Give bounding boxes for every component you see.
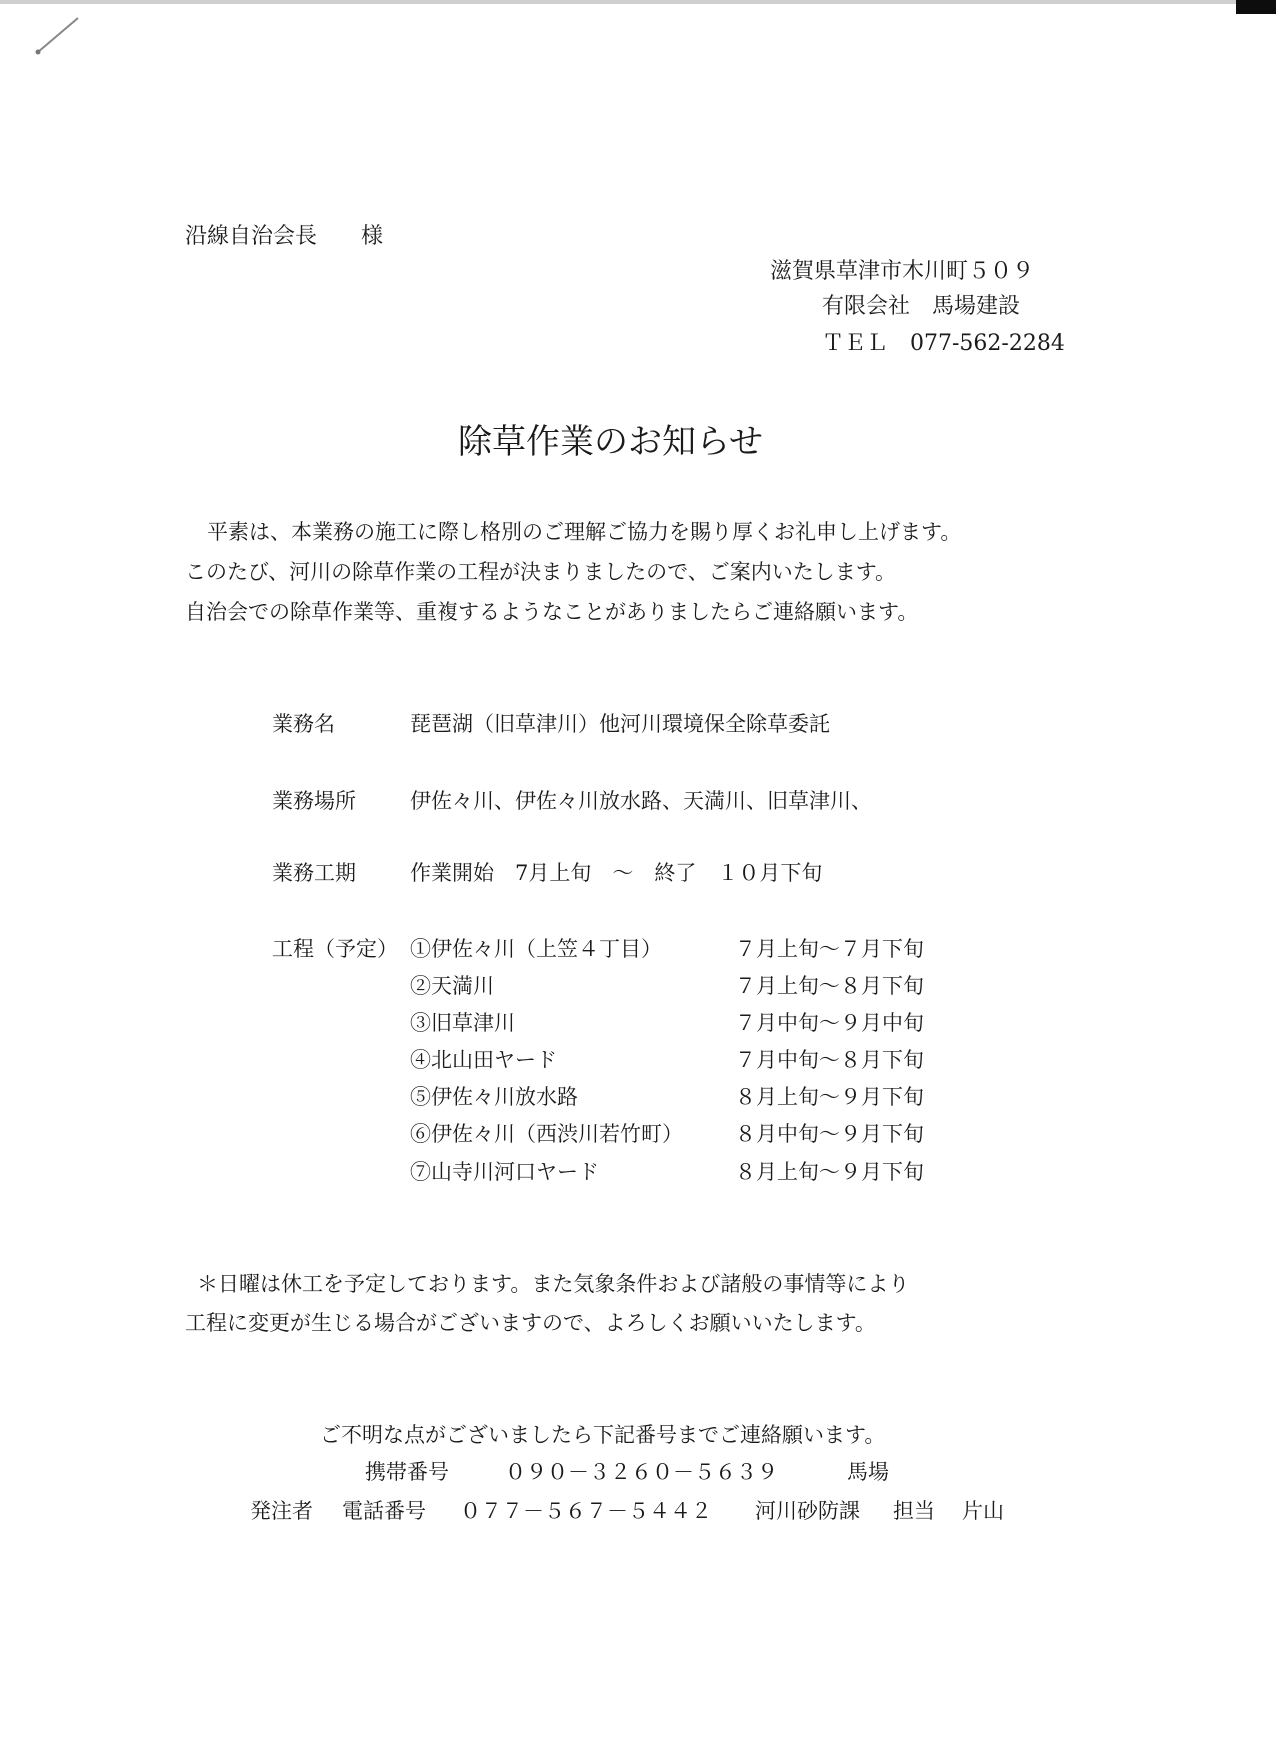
schedule-item-name: ①伊佐々川（上笠４丁目） bbox=[410, 937, 662, 961]
addressee: 沿線自治会長 様 bbox=[185, 224, 384, 249]
schedule-item-period: ８月上旬～９月下旬 bbox=[735, 1160, 924, 1184]
department: 河川砂防課 bbox=[755, 1499, 860, 1523]
note-line-1: ＊日曜は休工を予定しております。また気象条件および諸般の事情等により bbox=[197, 1272, 910, 1296]
person-label: 担当 bbox=[893, 1499, 935, 1523]
scan-edge bbox=[0, 0, 1276, 4]
schedule-item-period: ７月上旬～７月下旬 bbox=[735, 937, 924, 961]
mobile-label: 携帯番号 bbox=[365, 1460, 449, 1484]
sender-address: 滋賀県草津市木川町５０９ bbox=[770, 259, 1035, 284]
mobile-person: 馬場 bbox=[847, 1460, 889, 1484]
schedule-item-name: ⑥伊佐々川（西渋川若竹町） bbox=[410, 1122, 683, 1146]
phone-label: 電話番号 bbox=[342, 1499, 426, 1523]
period: 作業開始 7月上旬 ～ 終了 １０月下旬 bbox=[410, 861, 823, 885]
location: 伊佐々川、伊佐々川放水路、天満川、旧草津川、 bbox=[410, 789, 872, 813]
schedule-item-name: ⑤伊佐々川放水路 bbox=[410, 1085, 578, 1109]
sender-tel: ＴＥＬ 077-562-2284 bbox=[822, 331, 1065, 356]
schedule-label: 工程（予定） bbox=[272, 937, 398, 961]
work-name-label: 業務名 bbox=[272, 712, 335, 736]
intro-line-3: 自治会での除草作業等、重複するようなことがありましたらご連絡願います。 bbox=[185, 600, 919, 624]
schedule-item-period: ８月上旬～９月下旬 bbox=[735, 1085, 924, 1109]
work-name: 琵琶湖（旧草津川）他河川環境保全除草委託 bbox=[410, 712, 830, 736]
contact-intro: ご不明な点がございましたら下記番号までご連絡願います。 bbox=[320, 1423, 886, 1447]
note-line-2: 工程に変更が生じる場合がございますので、よろしくお願いいたします。 bbox=[185, 1311, 876, 1335]
mobile-number: ０９０－３２６０－５６３９ bbox=[505, 1460, 778, 1484]
schedule-item-period: ７月上旬～８月下旬 bbox=[735, 974, 924, 998]
intro-line-1: 平素は、本業務の施工に際し格別のご理解ご協力を賜り厚くお礼申し上げます。 bbox=[207, 520, 962, 544]
location-label: 業務場所 bbox=[272, 789, 356, 813]
orderer-label: 発注者 bbox=[250, 1499, 313, 1523]
schedule-item-name: ④北山田ヤード bbox=[410, 1048, 557, 1072]
pen-stroke-mark bbox=[30, 14, 82, 58]
schedule-item-period: ８月中旬～９月下旬 bbox=[735, 1122, 924, 1146]
schedule-item-period: ７月中旬～８月下旬 bbox=[735, 1048, 924, 1072]
scan-corner-mark bbox=[1236, 0, 1276, 14]
schedule-item-name: ⑦山寺川河口ヤード bbox=[410, 1160, 599, 1184]
page-title: 除草作業のお知らせ bbox=[458, 422, 763, 462]
intro-line-2: このたび、河川の除草作業の工程が決まりましたので、ご案内いたします。 bbox=[185, 560, 897, 584]
period-label: 業務工期 bbox=[272, 861, 356, 885]
person-name: 片山 bbox=[962, 1499, 1004, 1523]
schedule-item-period: ７月中旬～９月中旬 bbox=[735, 1011, 924, 1035]
sender-company: 有限会社 馬場建設 bbox=[822, 294, 1021, 319]
phone-number: ０７７－５６７－５４４２ bbox=[460, 1499, 712, 1523]
schedule-item-name: ③旧草津川 bbox=[410, 1011, 515, 1035]
schedule-item-name: ②天満川 bbox=[410, 974, 494, 998]
